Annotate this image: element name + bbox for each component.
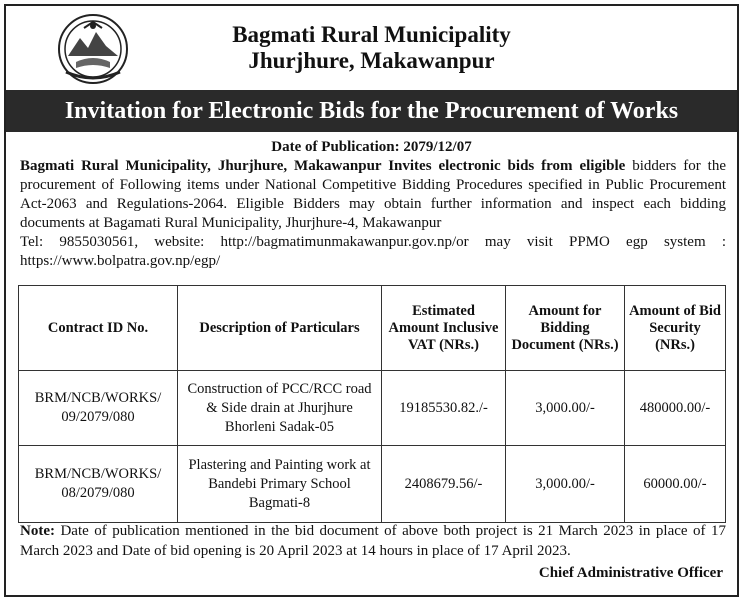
bid-security-cell: 480000.00/- <box>625 371 726 446</box>
bid-table <box>18 285 726 523</box>
column-header: Estimated Amount Inclusive VAT (NRs.) <box>382 286 506 371</box>
column-header: Amount of Bid Security (NRs.) <box>625 286 726 371</box>
column-header: Description of Particulars <box>178 286 382 371</box>
estimated-amount-cell: 19185530.82./- <box>382 371 506 446</box>
intro-paragraph <box>20 157 726 271</box>
bid-security-cell: 60000.00/- <box>625 446 726 523</box>
document-fee-cell: 3,000.00/- <box>506 371 625 446</box>
column-header: Amount for Bidding Document (NRs.) <box>506 286 625 371</box>
publication-date: Date of Publication: 2079/12/07 <box>271 139 472 155</box>
notice-frame <box>4 4 739 597</box>
description-cell: Plastering and Painting work at Bandebi Primary School Bagmati-8 <box>178 446 382 523</box>
estimated-amount-cell: 2408679.56/- <box>382 446 506 523</box>
contract-id-cell: BRM/NCB/WORKS/ 09/2079/080 <box>19 371 178 446</box>
table-row <box>19 446 726 523</box>
notice-title-banner: Invitation for Electronic Bids for the Procurement of Works <box>6 90 737 132</box>
contact-text: Tel: 9855030561, website: http://bagmatimunmakawanpur.gov.np/or may visit PPMO egp system : https://www.bolpatra.gov.np/egp/ <box>20 234 726 269</box>
header <box>6 6 737 90</box>
contract-id-cell: BRM/NCB/WORKS/ 08/2079/080 <box>19 446 178 523</box>
column-header: Contract ID No. <box>19 286 178 371</box>
description-cell: Construction of PCC/RCC road & Side drain at Jhurjhure Bhorleni Sadak-05 <box>178 371 382 446</box>
note-label: Note: <box>20 523 55 539</box>
note-text: Date of publication mentioned in the bid document of above both project is 21 March 2023 in place of 17 March 2023 and Date of bid opening is 20 April 2023 at 14 hours in place of 17 April 2023. <box>20 523 726 559</box>
table-row <box>19 371 726 446</box>
organization-name: Bagmati Rural Municipality <box>232 22 511 47</box>
document-fee-cell: 3,000.00/- <box>506 446 625 523</box>
intro-text: bidders for the procurement of Following items under National Competitive Bidding Procedures specified in Public Procurement Act-2063 and Regulations-2064. Eligible Bidders may obtain further information and inspect each bidding documents at Bagamati Rural Municipality, Jhurjhure-4, Makawanpur <box>20 158 726 231</box>
table-header-row <box>19 286 726 371</box>
intro-bold-text: Bagmati Rural Municipality, Jhurjhure, Makawanpur Invites electronic bids from eligible <box>20 158 626 174</box>
signatory: Chief Administrative Officer <box>538 565 723 581</box>
organization-location: Jhurjhure, Makawanpur <box>248 48 495 73</box>
note-paragraph <box>20 521 726 561</box>
